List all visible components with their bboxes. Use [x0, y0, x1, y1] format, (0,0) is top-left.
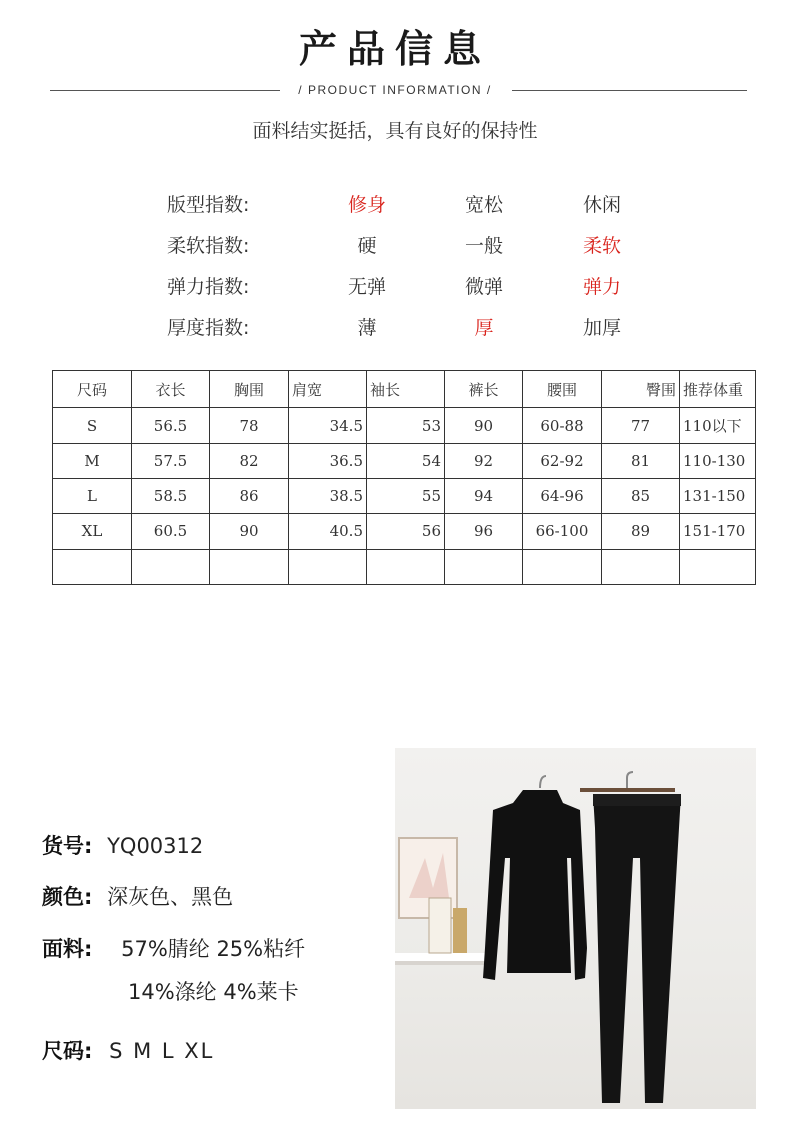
- table-cell: [53, 549, 132, 584]
- shirt-hanger-hook: [540, 776, 546, 788]
- table-cell: 40.5: [289, 514, 367, 549]
- table-cell: 90: [445, 408, 523, 443]
- table-cell: 66-100: [523, 514, 602, 549]
- table-header-cell: 袖长: [367, 371, 445, 408]
- table-cell: 55: [367, 479, 445, 514]
- table-cell: [289, 549, 367, 584]
- index-option: 宽松: [464, 194, 503, 216]
- table-header-cell: 推荐体重: [680, 371, 756, 408]
- size-value: S M L XL: [109, 1039, 215, 1063]
- wall-shelf: [395, 953, 490, 961]
- fabric-value-1: 57%腈纶 25%粘纤: [121, 937, 306, 961]
- table-cell: 78: [210, 408, 289, 443]
- table-header-cell: 尺码: [53, 371, 132, 408]
- table-cell: 54: [367, 443, 445, 478]
- table-cell: 110以下: [680, 408, 756, 443]
- table-cell: 56: [367, 514, 445, 549]
- table-cell: 62-92: [523, 443, 602, 478]
- index-label: 弹力指数:: [167, 276, 250, 298]
- index-option: 加厚: [582, 317, 621, 339]
- table-cell: 34.5: [289, 408, 367, 443]
- table-cell: 60-88: [523, 408, 602, 443]
- index-option: 硬: [357, 235, 377, 257]
- table-cell: [132, 549, 210, 584]
- index-option-selected: 厚: [474, 317, 494, 339]
- index-label: 柔软指数:: [167, 235, 250, 257]
- table-cell: 53: [367, 408, 445, 443]
- table-cell: 151-170: [680, 514, 756, 549]
- table-cell: [445, 549, 523, 584]
- table-header-cell: 裤长: [445, 371, 523, 408]
- sku-line: [42, 830, 203, 860]
- table-cell: [367, 549, 445, 584]
- table-cell: 81: [602, 443, 680, 478]
- subtitle-text: / PRODUCT INFORMATION /: [292, 83, 497, 97]
- index-option: 薄: [357, 317, 377, 339]
- table-cell: 58.5: [132, 479, 210, 514]
- table-cell: [602, 549, 680, 584]
- table-row: [53, 514, 756, 549]
- table-cell: 131-150: [680, 479, 756, 514]
- table-cell: 110-130: [680, 443, 756, 478]
- index-option-selected: 弹力: [582, 276, 621, 298]
- color-label: 颜色:: [42, 885, 93, 909]
- table-cell: XL: [53, 514, 132, 549]
- black-leggings: [593, 794, 681, 1103]
- table-row: [53, 443, 756, 478]
- color-value: 深灰色、黑色: [107, 885, 234, 909]
- index-option-selected: 柔软: [582, 235, 621, 257]
- book-decor: [429, 898, 451, 953]
- product-photo-illustration: [395, 748, 756, 1109]
- fabric-line-2: [128, 976, 299, 1006]
- table-header-cell: 腰围: [523, 371, 602, 408]
- table-cell: [210, 549, 289, 584]
- table-cell: 85: [602, 479, 680, 514]
- index-option: 无弹: [347, 276, 386, 298]
- table-cell: 36.5: [289, 443, 367, 478]
- table-row: [53, 549, 756, 584]
- index-option: 休闲: [582, 194, 621, 216]
- size-line: [42, 1035, 214, 1065]
- table-cell: 38.5: [289, 479, 367, 514]
- leggings-waistband: [593, 794, 681, 806]
- table-cell: [523, 549, 602, 584]
- index-label: 版型指数:: [167, 194, 250, 216]
- table-cell: [680, 549, 756, 584]
- table-cell: 64-96: [523, 479, 602, 514]
- table-row: [53, 408, 756, 443]
- table-row: [53, 479, 756, 514]
- table-cell: 90: [210, 514, 289, 549]
- black-turtleneck-top: [483, 790, 587, 980]
- size-label: 尺码:: [42, 1039, 93, 1063]
- table-cell: 86: [210, 479, 289, 514]
- product-photo: [395, 748, 756, 1109]
- color-line: [42, 881, 233, 911]
- shelf-shadow: [395, 961, 490, 965]
- page-title: 产品信息: [298, 27, 491, 71]
- index-option: 微弹: [464, 276, 503, 298]
- table-cell: M: [53, 443, 132, 478]
- tagline: 面料结实挺括，具有良好的保持性: [252, 120, 538, 142]
- sku-label: 货号:: [42, 834, 93, 858]
- index-option-selected: 修身: [347, 194, 386, 216]
- table-cell: 92: [445, 443, 523, 478]
- table-cell: 89: [602, 514, 680, 549]
- fabric-line: [42, 933, 305, 963]
- table-cell: 56.5: [132, 408, 210, 443]
- fabric-value-2: 14%涤纶 4%莱卡: [128, 980, 299, 1004]
- table-header-row: [53, 371, 756, 408]
- gold-decor: [453, 908, 467, 953]
- index-option: 一般: [464, 235, 503, 257]
- table-cell: L: [53, 479, 132, 514]
- pants-hanger-hook: [627, 772, 633, 788]
- sku-value: YQ00312: [107, 834, 204, 858]
- table-header-cell: 肩宽: [289, 371, 367, 408]
- table-cell: 77: [602, 408, 680, 443]
- size-table: [52, 370, 756, 585]
- table-cell: 82: [210, 443, 289, 478]
- table-header-cell: 胸围: [210, 371, 289, 408]
- fabric-label: 面料:: [42, 937, 93, 961]
- pants-hanger-bar: [580, 788, 675, 792]
- index-label: 厚度指数:: [167, 317, 250, 339]
- table-cell: S: [53, 408, 132, 443]
- table-header-cell: 衣长: [132, 371, 210, 408]
- table-cell: 96: [445, 514, 523, 549]
- table-cell: 94: [445, 479, 523, 514]
- page-subtitle: [0, 83, 790, 97]
- table-cell: 60.5: [132, 514, 210, 549]
- table-cell: 57.5: [132, 443, 210, 478]
- table-header-cell: 臀围: [602, 371, 680, 408]
